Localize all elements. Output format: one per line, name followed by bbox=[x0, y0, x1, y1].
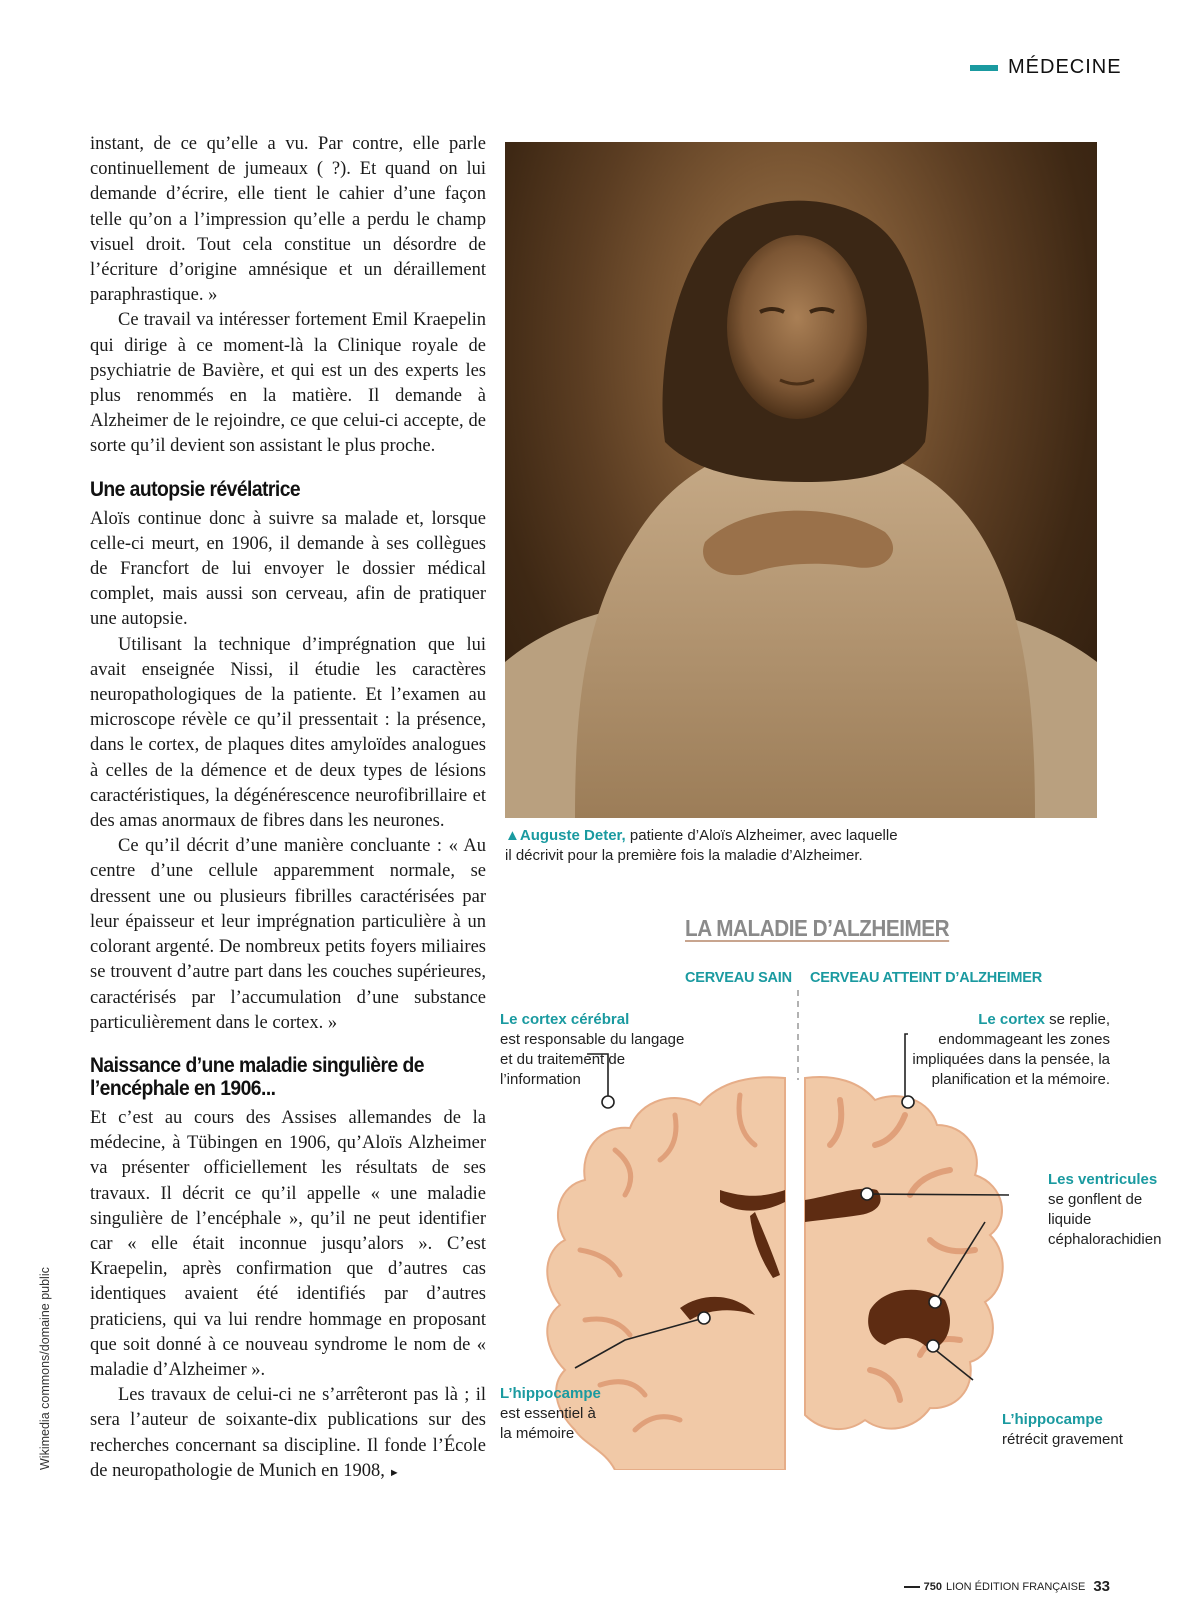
article-paragraph-7 bbox=[90, 1383, 486, 1486]
label-ventricles bbox=[1048, 1170, 1173, 1250]
photo-credit: Wikimedia commons/domaine public bbox=[38, 1267, 52, 1470]
article-paragraph-3: Aloïs continue donc à suivre sa malade et, lorsque celle-ci meurt, en 1906, il demande à ses collègues de Francfort de lui envoyer le dossier médical complet, mais aussi son cerveau, afin de pratiquer une autopsie. bbox=[90, 508, 486, 630]
footer-issue: 750 bbox=[923, 1580, 942, 1593]
article-paragraph-7-text: Les travaux de celui-ci ne s’arrêteront pas là ; il sera l’auteur de soixante-dix publications sur des recherches concernant sa discipline. Il fonde l’École de neuropathologie de Munich en 1908, bbox=[90, 1385, 486, 1481]
label-cortex-affected bbox=[910, 1010, 1110, 1090]
portrait-photo bbox=[505, 142, 1097, 818]
label-cortex-affected-text: se replie, endommageant les zones impliquées dans la pensée, la planification et la mémoire. bbox=[912, 1011, 1110, 1088]
section-tag bbox=[970, 56, 1122, 79]
label-hippocampus-affected-text: rétrécit gravement bbox=[1002, 1431, 1123, 1448]
label-hippocampus-healthy-title: L’hippocampe bbox=[500, 1385, 601, 1402]
subheading-autopsie: Une autopsie révélatrice bbox=[90, 477, 301, 501]
label-cortex-healthy-text: est responsable du langage et du traitement de l’information bbox=[500, 1031, 685, 1088]
portrait-illustration bbox=[505, 142, 1097, 818]
diagram-title: LA MALADIE D’ALZHEIMER bbox=[685, 915, 950, 941]
footer-magazine: LION ÉDITION FRANÇAISE bbox=[945, 1580, 1086, 1593]
label-hippocampus-healthy-text: est essentiel à la mémoire bbox=[500, 1405, 596, 1442]
face-shape bbox=[727, 235, 867, 419]
healthy-brain-heading: CERVEAU SAIN bbox=[685, 970, 792, 986]
continue-arrow-icon: ► bbox=[388, 1466, 400, 1479]
section-bar bbox=[970, 65, 998, 71]
photo-caption bbox=[505, 826, 905, 866]
article-paragraph-5: Ce qu’il décrit d’une manière concluante : « Au centre d’une cellule apparemment normale, se dressent une ou plusieurs fibrilles caractérisées par leur épaisseur et leur imprégnation particulière à un colorant argenté. De nombreux petits foyers miliaires se trouvent d’autre part dans les couches supérieures, caractérisés par l’accumulation d’une substance particulièrement dans le cortex. » bbox=[90, 836, 486, 1033]
article-paragraph-2: Ce travail va intéresser fortement Emil Kraepelin qui dirige à ce moment-là la Clinique royale de psychiatrie de Bavière, et qui est un des experts les plus renommés en la matière. Il demande à Alzheimer de le rejoindre, ce que celui-ci accepte, de sorte qu’il devient son assistant le plus proche. bbox=[90, 310, 486, 457]
caption-mark-icon: ▲ bbox=[505, 827, 520, 844]
caption-name: Auguste Deter, bbox=[519, 827, 626, 844]
label-ventricles-text: se gonflent de liquide céphalorachidien bbox=[1048, 1191, 1162, 1248]
caption-text: patiente d’Aloïs Alzheimer, avec laquelle il décrivit pour la première fois la maladie d’Alzheimer. bbox=[505, 827, 898, 864]
article-column bbox=[90, 132, 486, 1486]
section-label: MÉDECINE bbox=[1008, 56, 1122, 78]
page-footer bbox=[904, 1578, 1110, 1595]
footer-bar bbox=[904, 1586, 920, 1588]
label-cortex-healthy bbox=[500, 1010, 690, 1090]
label-hippocampus-healthy bbox=[500, 1384, 610, 1444]
article-paragraph-1: instant, de ce qu’elle a vu. Par contre, elle parle continuellement de jumeaux ( ?). Et quand on lui demande d’écrire, elle tient le cahier d’une façon telle qu’on a l’impression qu’elle a perdu le champ visuel droit. Tout cela constitue un désordre de l’écriture d’origine amnésique et un déraillement paraphrastique. » bbox=[90, 134, 486, 306]
label-ventricles-title: Les ventricules bbox=[1048, 1171, 1158, 1188]
label-cortex-healthy-title: Le cortex cérébral bbox=[500, 1011, 630, 1028]
article-paragraph-6: Et c’est au cours des Assises allemandes de la médecine, à Tübingen en 1906, qu’Aloïs Alzheimer va présenter officiellement les résultats de ses travaux. Il décrit ce qu’il appelle « une maladie singulière de l’encéphale », qu’il ne peut identifier car « elle était inconnue jusqu’alors ». C’est Kraepelin, après confirmation que d’autres cas identiques avaient été identifiés par d’autres praticiens, qui va lui rendre hommage en proposant que soit donné à ce nouveau syndrome le nom de « maladie d’Alzheimer ». bbox=[90, 1107, 486, 1380]
article-paragraph-4: Utilisant la technique d’imprégnation que lui avait enseignée Nissi, il étudie les caractères neuropathologiques de la patiente. Et l’examen au microscope révèle ce qu’il pressentait : la présence, dans le cortex, de plaques dites amyloïdes analogues à celles de la démence et de deux types de lésions caractéristiques, la dégénérescence neurofibrillaire et des amas anormaux de fibres dans les neurones. bbox=[90, 634, 486, 832]
gown-shape bbox=[575, 440, 1035, 818]
label-cortex-affected-title: Le cortex bbox=[978, 1011, 1045, 1028]
page-number: 33 bbox=[1093, 1578, 1110, 1595]
label-hippocampus-affected bbox=[1002, 1410, 1142, 1450]
label-hippocampus-affected-title: L’hippocampe bbox=[1002, 1411, 1103, 1428]
affected-brain-heading: CERVEAU ATTEINT D’ALZHEIMER bbox=[810, 970, 1042, 986]
subheading-naissance: Naissance d’une maladie singulière de l’encéphale en 1906... bbox=[90, 1053, 424, 1100]
